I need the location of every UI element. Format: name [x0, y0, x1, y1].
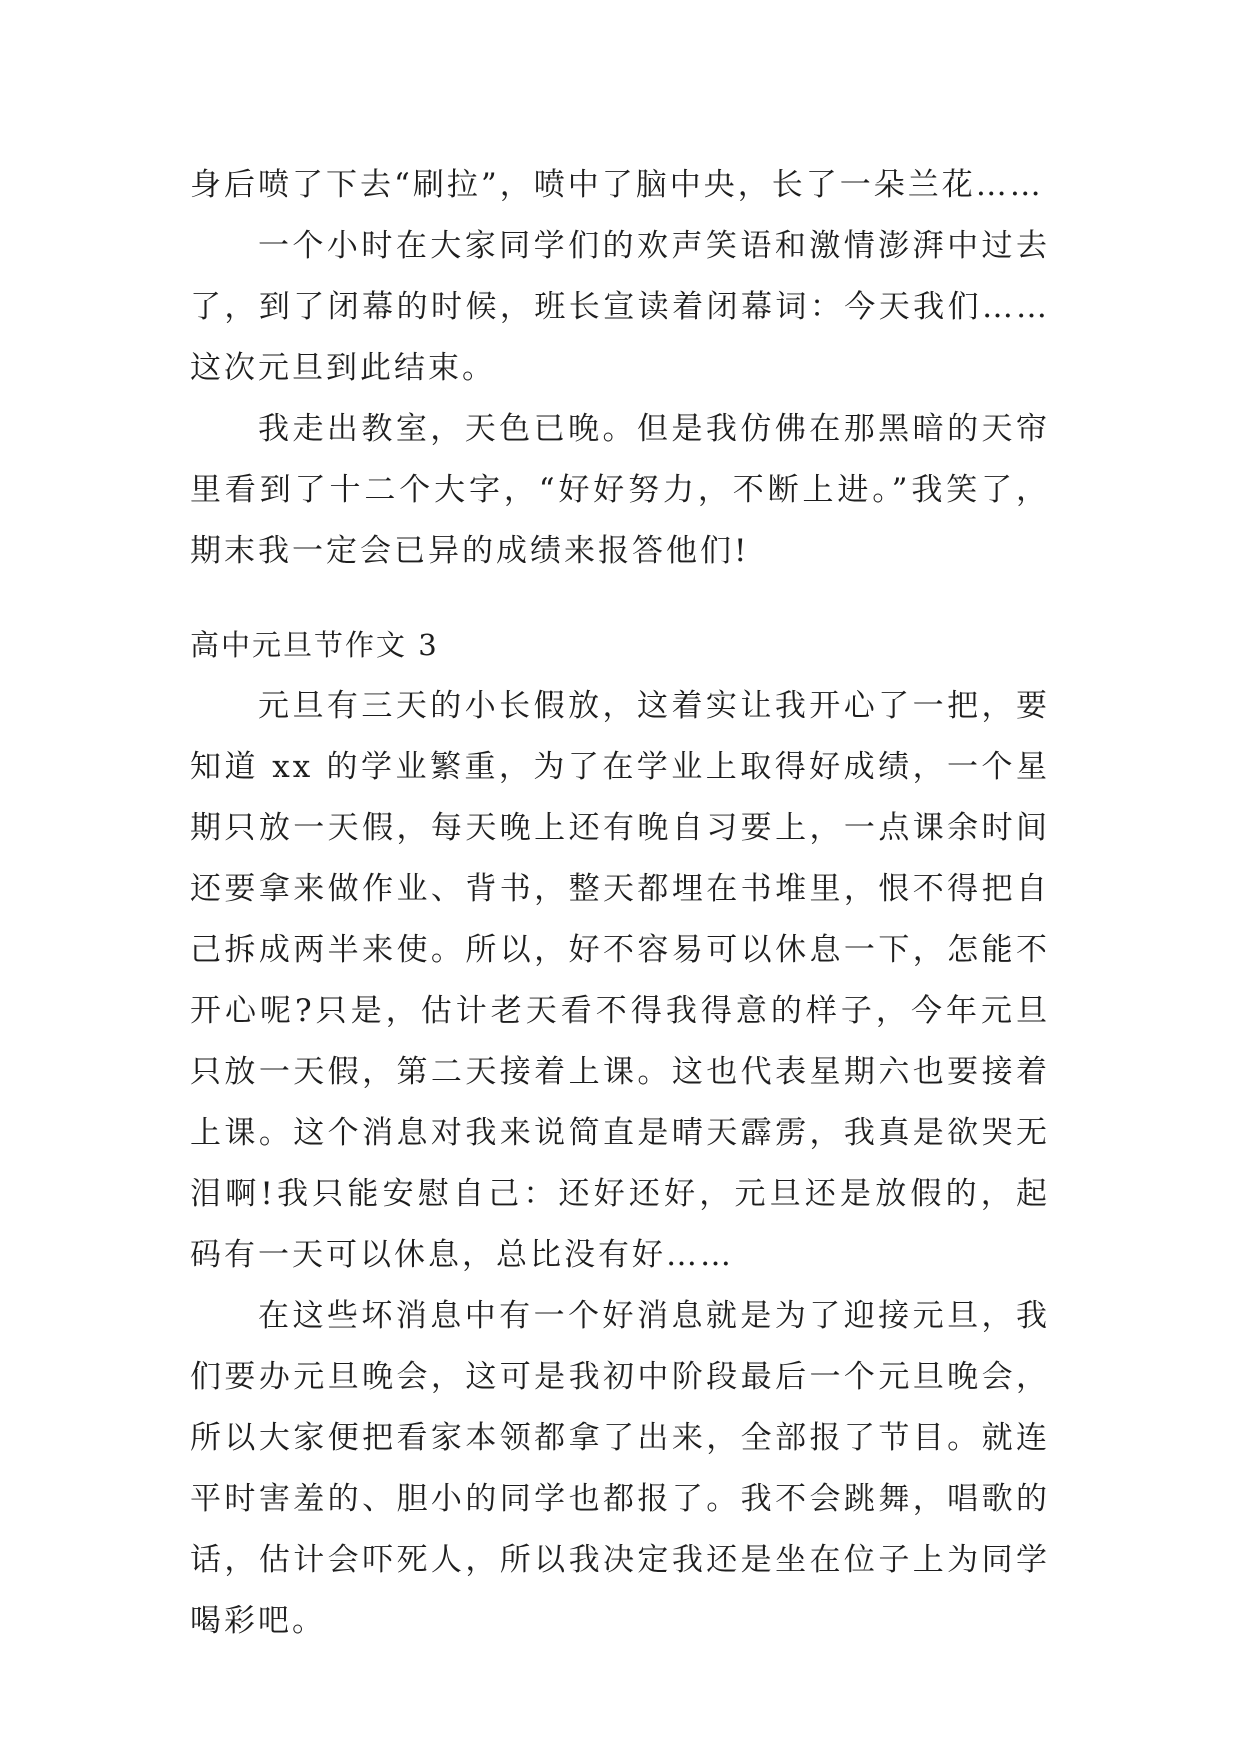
paragraph-holiday-news: 元旦有三天的小长假放，这着实让我开心了一把，要知道 xx 的学业繁重，为了在学业上取得好成绩，一个星期只放一天假，每天晚上还有晚自习要上，一点课余时间还要拿来做作业、背书，整天都埋在书堆里，恨不得把自己拆成两半来使。所以，好不容易可以休息一下，怎能不开心呢?只是，估计老天看不得我得意的样子，今年元旦只放一天假，第二天接着上课。这也代表星期六也要接着上课。这个消息对我来说简直是晴天霹雳，我真是欲哭无泪啊!我只能安慰自己：还好还好，元旦还是放假的，起码有一天可以休息，总比没有好……	[190, 688, 1050, 1273]
previous-section	[190, 155, 1050, 582]
essay-section-3	[190, 615, 1050, 1652]
paragraph-leaving-classroom: 我走出教室，天色已晚。但是我仿佛在那黑暗的天帘里看到了十二个大字，“好好努力，不断上进。”我笑了，期末我一定会已异的成绩来报答他们!	[190, 411, 1050, 569]
paragraph-continuation: 身后喷了下去“刷拉”，喷中了脑中央，长了一朵兰花……	[190, 167, 1044, 203]
paragraph-new-year-party: 在这些坏消息中有一个好消息就是为了迎接元旦，我们要办元旦晚会，这可是我初中阶段最后一个元旦晚会，所以大家便把看家本领都拿了出来，全部报了节目。就连平时害羞的、胆小的同学也都报了。我不会跳舞，唱歌的话，估计会吓死人，所以我决定我还是坐在位子上为同学喝彩吧。	[190, 1298, 1050, 1639]
section-title: 高中元旦节作文 3	[190, 628, 439, 662]
paragraph-closing-ceremony: 一个小时在大家同学们的欢声笑语和激情澎湃中过去了，到了闭幕的时候，班长宣读着闭幕词：今天我们……这次元旦到此结束。	[190, 228, 1050, 386]
